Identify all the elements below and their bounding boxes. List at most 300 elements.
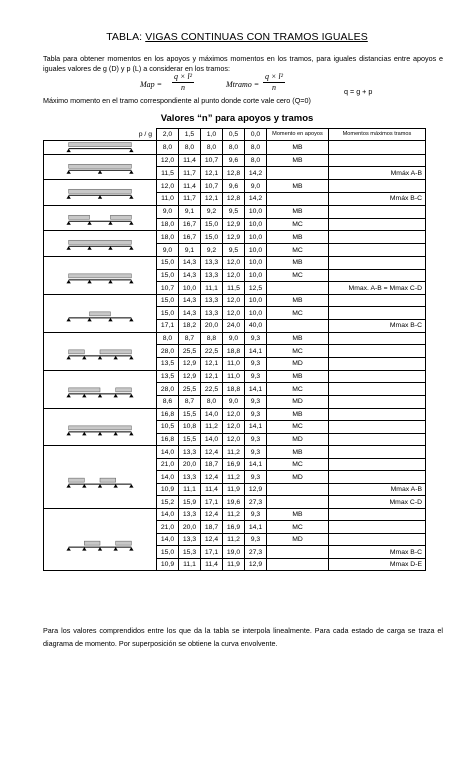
header-ratio: 1,5	[179, 129, 201, 141]
tramo-cell	[329, 141, 426, 154]
value-cell: 10,0	[245, 294, 267, 307]
load-block	[69, 274, 132, 278]
load-block	[69, 215, 90, 219]
value-cell: 22,5	[201, 345, 223, 358]
tramo-cell	[329, 471, 426, 484]
tramo-cell	[329, 358, 426, 371]
value-cell: 27,3	[245, 546, 267, 559]
value-cell: 10,0	[245, 231, 267, 244]
tramo-cell	[329, 383, 426, 396]
load-block	[100, 479, 116, 483]
beam-diagram	[44, 371, 156, 408]
formula-mtramo-fraction	[263, 72, 285, 93]
value-cell: 15,0	[201, 218, 223, 231]
apoyo-cell	[267, 483, 329, 496]
value-cell: 18,8	[223, 383, 245, 396]
value-cell: 10,0	[245, 205, 267, 218]
table-row	[44, 408, 426, 421]
value-cell: 15,0	[157, 546, 179, 559]
support-icon	[108, 318, 112, 321]
value-cell: 11,1	[179, 483, 201, 496]
tramo-cell: Mmáx A-B	[329, 167, 426, 180]
apoyo-cell: MC	[267, 218, 329, 231]
beam-diagram	[44, 333, 156, 370]
apoyo-cell: MC	[267, 521, 329, 534]
tramo-cell	[329, 205, 426, 218]
apoyo-cell	[267, 192, 329, 205]
apoyo-cell	[267, 282, 329, 295]
apoyo-cell: MB	[267, 370, 329, 383]
value-cell: 11,2	[223, 533, 245, 546]
value-cell: 10,0	[245, 307, 267, 320]
apoyo-cell: MB	[267, 256, 329, 269]
table-row	[44, 231, 426, 244]
value-cell: 15,0	[201, 231, 223, 244]
value-cell: 20,0	[201, 320, 223, 333]
load-block	[69, 425, 132, 429]
value-cell: 9,5	[223, 244, 245, 257]
value-cell: 14,2	[245, 192, 267, 205]
support-icon	[129, 431, 133, 434]
value-cell: 16,7	[179, 231, 201, 244]
value-cell: 9,0	[157, 205, 179, 218]
apoyo-cell: MD	[267, 471, 329, 484]
support-icon	[98, 170, 102, 173]
value-cell: 12,0	[223, 421, 245, 434]
value-cell: 13,3	[179, 508, 201, 521]
value-cell: 13,3	[179, 446, 201, 459]
support-icon	[129, 318, 133, 321]
support-icon	[66, 318, 70, 321]
value-cell: 14,3	[179, 256, 201, 269]
tramo-cell: Mmax. A-B = Mmax C-D	[329, 282, 426, 295]
value-cell: 16,8	[157, 433, 179, 446]
load-block	[116, 541, 132, 545]
value-cell: 12,4	[201, 446, 223, 459]
value-cell: 8,0	[157, 141, 179, 154]
table-header-row	[44, 129, 426, 141]
value-cell: 21,0	[157, 458, 179, 471]
value-cell: 16,9	[223, 458, 245, 471]
load-block	[69, 164, 132, 168]
value-cell: 9,2	[201, 205, 223, 218]
apoyo-cell: MD	[267, 533, 329, 546]
value-cell: 8,0	[245, 141, 267, 154]
value-cell: 14,3	[179, 294, 201, 307]
support-icon	[82, 394, 86, 397]
value-cell: 15,5	[179, 408, 201, 421]
support-icon	[87, 247, 91, 250]
tramo-cell	[329, 408, 426, 421]
value-cell: 14,1	[245, 345, 267, 358]
value-cell: 11,7	[179, 167, 201, 180]
value-cell: 11,1	[201, 282, 223, 295]
support-icon	[113, 485, 117, 489]
load-diagram-cell	[44, 231, 157, 257]
value-cell: 16,7	[179, 218, 201, 231]
value-cell: 10,7	[201, 154, 223, 167]
tramo-cell	[329, 433, 426, 446]
load-block	[90, 312, 111, 316]
value-cell: 9,3	[245, 408, 267, 421]
value-cell: 14,1	[245, 458, 267, 471]
formulas	[0, 72, 474, 96]
value-cell: 12,8	[223, 192, 245, 205]
tramo-cell	[329, 446, 426, 459]
formula-map-label: Map =	[140, 80, 163, 89]
title-prefix: TABLA:	[106, 31, 146, 43]
table-body	[44, 129, 426, 571]
value-cell: 10,7	[157, 282, 179, 295]
support-icon	[82, 485, 86, 489]
value-cell: 28,0	[157, 345, 179, 358]
support-icon	[129, 221, 133, 224]
support-icon	[129, 280, 133, 283]
value-cell: 10,5	[157, 421, 179, 434]
apoyo-cell	[267, 558, 329, 571]
support-icon	[113, 431, 117, 434]
apoyo-cell: MB	[267, 508, 329, 521]
tramo-cell	[329, 508, 426, 521]
support-icon	[98, 485, 102, 489]
load-block	[69, 241, 132, 245]
value-cell: 40,0	[245, 320, 267, 333]
tramo-cell	[329, 345, 426, 358]
formula-map-numerator: q × l²	[174, 72, 193, 81]
intro-paragraph: Tabla para obtener momentos en los apoyos y máximos momentos en los tramos, para iguales distancias entre apoyos e iguales valores de g (D) y p (L) a considerar en los tramos:	[43, 54, 443, 73]
value-cell: 11,1	[179, 558, 201, 571]
load-block	[116, 388, 132, 392]
value-cell: 15,0	[157, 269, 179, 282]
apoyo-cell	[267, 167, 329, 180]
header-apoyos: Momento en apoyos	[267, 129, 329, 141]
value-cell: 12,1	[201, 370, 223, 383]
tramo-cell: Mmax B-C	[329, 546, 426, 559]
apoyo-cell: MC	[267, 345, 329, 358]
tramo-cell	[329, 370, 426, 383]
beam-diagram	[44, 509, 156, 571]
value-cell: 12,0	[223, 433, 245, 446]
value-cell: 17,1	[157, 320, 179, 333]
table-row	[44, 332, 426, 345]
value-cell: 12,9	[245, 483, 267, 496]
beam-diagram	[44, 141, 156, 153]
beam-diagram	[44, 257, 156, 294]
value-cell: 11,0	[223, 370, 245, 383]
header-ratio: 0,5	[223, 129, 245, 141]
value-cell: 10,7	[201, 180, 223, 193]
support-icon	[98, 431, 102, 434]
load-diagram-cell	[44, 205, 157, 231]
apoyo-cell: MB	[267, 141, 329, 154]
header-ratio: 2,0	[157, 129, 179, 141]
value-cell: 9,6	[223, 154, 245, 167]
value-cell: 15,0	[157, 307, 179, 320]
value-cell: 9,0	[245, 180, 267, 193]
load-diagram-cell	[44, 154, 157, 180]
value-cell: 8,0	[201, 141, 223, 154]
value-cell: 8,0	[179, 141, 201, 154]
load-block	[84, 541, 100, 545]
support-icon	[87, 318, 91, 321]
value-cell: 17,1	[201, 496, 223, 509]
value-cell: 9,3	[245, 446, 267, 459]
support-icon	[66, 547, 70, 551]
value-cell: 11,9	[223, 558, 245, 571]
value-cell: 14,1	[245, 521, 267, 534]
header-ratio: 1,0	[201, 129, 223, 141]
value-cell: 10,9	[157, 558, 179, 571]
load-diagram-cell	[44, 370, 157, 408]
value-cell: 11,2	[223, 508, 245, 521]
beam-diagram	[44, 231, 156, 256]
value-cell: 10,8	[179, 421, 201, 434]
value-cell: 18,8	[223, 345, 245, 358]
beam-diagram	[44, 295, 156, 332]
table-row	[44, 141, 426, 154]
support-icon	[129, 356, 133, 359]
support-icon	[87, 221, 91, 224]
load-block	[69, 388, 100, 392]
value-cell: 9,3	[245, 433, 267, 446]
tramo-cell: Mmax B-C	[329, 320, 426, 333]
value-cell: 13,3	[201, 307, 223, 320]
value-cell: 18,0	[157, 231, 179, 244]
tramo-cell	[329, 218, 426, 231]
value-cell: 18,7	[201, 521, 223, 534]
tramo-cell	[329, 307, 426, 320]
apoyo-cell: MC	[267, 307, 329, 320]
value-cell: 9,3	[245, 332, 267, 345]
value-cell: 10,0	[245, 269, 267, 282]
beam-diagram	[44, 155, 156, 180]
value-cell: 15,5	[179, 433, 201, 446]
tramo-cell	[329, 395, 426, 408]
value-cell: 13,3	[179, 471, 201, 484]
tramo-cell	[329, 332, 426, 345]
apoyo-cell: MB	[267, 180, 329, 193]
formula-q: q = g + p	[344, 87, 373, 96]
value-cell: 12,0	[223, 408, 245, 421]
apoyo-cell: MB	[267, 408, 329, 421]
load-diagram-cell	[44, 294, 157, 332]
value-cell: 13,3	[201, 256, 223, 269]
value-cell: 8,0	[157, 332, 179, 345]
beam-diagram	[44, 409, 156, 446]
support-icon	[66, 356, 70, 359]
value-cell: 15,0	[157, 256, 179, 269]
tramo-cell	[329, 294, 426, 307]
apoyo-cell: MC	[267, 421, 329, 434]
support-icon	[98, 195, 102, 198]
formula-mtramo-numerator: q × l²	[265, 72, 284, 81]
formula-map-denominator: n	[181, 83, 186, 92]
load-block	[69, 350, 85, 354]
value-cell: 12,0	[157, 180, 179, 193]
value-cell: 11,2	[223, 471, 245, 484]
load-diagram-cell	[44, 408, 157, 446]
load-block	[69, 143, 132, 147]
tramo-cell	[329, 231, 426, 244]
value-cell: 12,1	[201, 167, 223, 180]
apoyo-cell: MB	[267, 332, 329, 345]
support-icon	[66, 280, 70, 283]
value-cell: 25,5	[179, 383, 201, 396]
table-row	[44, 180, 426, 193]
tramo-cell: Mmax D-E	[329, 558, 426, 571]
support-icon	[66, 170, 70, 173]
value-cell: 10,0	[245, 256, 267, 269]
value-cell: 14,0	[157, 508, 179, 521]
support-icon	[98, 547, 102, 551]
value-cell: 11,4	[179, 180, 201, 193]
value-cell: 13,3	[201, 269, 223, 282]
support-icon	[129, 247, 133, 250]
value-cell: 14,2	[245, 167, 267, 180]
value-cell: 12,9	[179, 370, 201, 383]
value-cell: 21,0	[157, 521, 179, 534]
value-cell: 9,3	[245, 358, 267, 371]
value-cell: 9,1	[179, 205, 201, 218]
table-row	[44, 205, 426, 218]
value-cell: 9,6	[223, 180, 245, 193]
apoyo-cell: MC	[267, 244, 329, 257]
value-cell: 11,5	[223, 282, 245, 295]
tramo-cell: Mmax A-B	[329, 483, 426, 496]
value-cell: 27,3	[245, 496, 267, 509]
support-icon	[108, 280, 112, 283]
value-cell: 12,9	[223, 218, 245, 231]
tramo-cell: Mmáx B-C	[329, 192, 426, 205]
apoyo-cell: MB	[267, 231, 329, 244]
value-cell: 16,8	[157, 408, 179, 421]
value-cell: 11,0	[157, 192, 179, 205]
load-diagram-cell	[44, 180, 157, 206]
value-cell: 12,0	[157, 154, 179, 167]
header-tramos: Momentos máximos tramos	[329, 129, 426, 141]
formula-mtramo-denominator: n	[272, 83, 277, 92]
value-cell: 12,4	[201, 508, 223, 521]
value-cell: 12,8	[223, 167, 245, 180]
value-cell: 12,0	[223, 294, 245, 307]
value-cell: 9,3	[245, 471, 267, 484]
tramo-cell	[329, 421, 426, 434]
value-cell: 11,2	[201, 421, 223, 434]
value-cell: 11,4	[201, 558, 223, 571]
support-icon	[113, 394, 117, 397]
support-icon	[129, 170, 133, 173]
value-cell: 13,5	[157, 358, 179, 371]
apoyo-cell	[267, 320, 329, 333]
apoyo-cell: MD	[267, 358, 329, 371]
value-cell: 18,7	[201, 458, 223, 471]
value-cell: 15,0	[157, 294, 179, 307]
support-icon	[98, 356, 102, 359]
load-diagram-cell	[44, 446, 157, 509]
value-cell: 12,0	[223, 307, 245, 320]
tramo-cell	[329, 154, 426, 167]
value-cell: 11,2	[223, 446, 245, 459]
support-icon	[129, 149, 133, 152]
support-icon	[66, 221, 70, 224]
support-icon	[87, 280, 91, 283]
table-row	[44, 154, 426, 167]
value-cell: 9,3	[245, 508, 267, 521]
tramo-cell	[329, 244, 426, 257]
value-cell: 14,3	[179, 269, 201, 282]
support-icon	[82, 356, 86, 359]
value-cell: 9,0	[157, 244, 179, 257]
value-cell: 9,3	[245, 533, 267, 546]
value-cell: 14,0	[201, 433, 223, 446]
value-cell: 28,0	[157, 383, 179, 396]
value-cell: 12,9	[223, 231, 245, 244]
support-icon	[66, 485, 70, 489]
value-cell: 13,3	[201, 294, 223, 307]
value-cell: 10,0	[179, 282, 201, 295]
apoyo-cell: MB	[267, 294, 329, 307]
support-icon	[113, 356, 117, 359]
support-icon	[129, 195, 133, 198]
header-pg: p / g	[138, 130, 152, 138]
load-diagram-cell	[44, 332, 157, 370]
load-diagram-cell	[44, 508, 157, 571]
load-block	[110, 215, 131, 219]
header-ratio: 0,0	[245, 129, 267, 141]
apoyo-cell: MB	[267, 154, 329, 167]
value-cell: 11,5	[157, 167, 179, 180]
value-cell: 12,0	[223, 256, 245, 269]
value-cell: 20,0	[179, 458, 201, 471]
support-icon	[108, 247, 112, 250]
value-cell: 8,8	[201, 332, 223, 345]
table-row	[44, 294, 426, 307]
support-icon	[66, 195, 70, 198]
value-cell: 12,5	[245, 282, 267, 295]
tramo-cell	[329, 269, 426, 282]
value-cell: 13,5	[157, 370, 179, 383]
beam-diagram	[44, 180, 156, 205]
apoyo-cell: MD	[267, 395, 329, 408]
value-cell: 11,7	[179, 192, 201, 205]
support-icon	[66, 247, 70, 250]
support-icon	[108, 221, 112, 224]
max-moment-note: Máximo momento en el tramo correspondiente al punto donde corte vale cero (Q=0)	[43, 96, 311, 105]
value-cell: 15,3	[179, 546, 201, 559]
apoyo-cell	[267, 546, 329, 559]
value-cell: 9,0	[223, 395, 245, 408]
beam-diagram	[44, 446, 156, 508]
value-cell: 14,0	[157, 446, 179, 459]
value-cell: 12,4	[201, 471, 223, 484]
value-cell: 14,1	[245, 383, 267, 396]
apoyo-cell: MB	[267, 446, 329, 459]
value-cell: 14,0	[201, 408, 223, 421]
value-cell: 14,0	[157, 533, 179, 546]
value-cell: 12,0	[223, 269, 245, 282]
value-cell: 18,0	[157, 218, 179, 231]
value-cell: 18,2	[179, 320, 201, 333]
value-cell: 25,5	[179, 345, 201, 358]
tramo-cell	[329, 180, 426, 193]
load-block	[69, 479, 85, 483]
support-icon	[113, 547, 117, 551]
value-cell: 9,3	[245, 370, 267, 383]
value-cell: 8,7	[179, 395, 201, 408]
support-icon	[98, 394, 102, 397]
beam-diagram	[44, 206, 156, 231]
value-cell: 14,1	[245, 421, 267, 434]
